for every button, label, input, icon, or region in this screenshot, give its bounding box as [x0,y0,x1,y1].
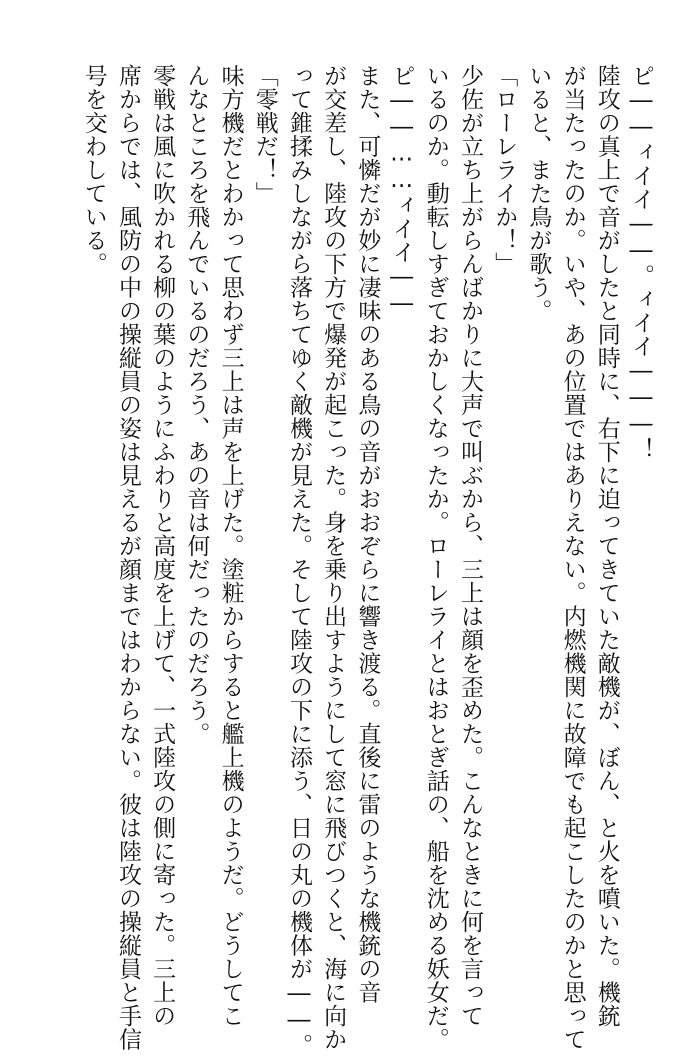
text-line: 少佐が立ち上がらんばかりに大声で叫ぶから、三上は顔を歪めた。こんなときに何を言って [456,64,483,1028]
text-line: が当たったのか。いや、あの位置ではありえない。内燃機関に故障でも起こしたのかと思って [559,64,586,1051]
text-line: いるのか。動転しすぎておかしくなったか。ローレライとはおとぎ話の、船を沈める妖女だ。 [422,64,449,1051]
text-line: 号を交わしている。 [80,64,107,276]
text-line: って錐揉みしながら落ちてゆく敵機が見えた。そして陸攻の下に添う、日の丸の機体が――。 [285,64,312,1057]
text-line: ピ――ィイイ――。ィイイ―――！ [628,64,654,461]
text-line: が交差し、陸攻の下方で爆発が起こった。身を乗り出すようにして窓に飛びつくと、海に向か [320,64,347,1051]
text-line: いると、また鳥が歌う。 [525,64,552,323]
text-line: 「零戦だ！」 [251,64,278,205]
text-line: んなところを飛んでいるのだろう、あの音は何だったのだろう。 [183,64,210,746]
text-line: ピ――……ィイイ―― [388,64,415,317]
text-line: 味方機だとわかって思わず三上は声を上げた。塗粧からすると艦上機のようだ。どうしてこ [217,64,244,1028]
text-line: 陸攻の真上で音がしたと同時に、右下に迫ってきていた敵機が、ぼん、と火を噴いた。機銃 [593,64,620,1028]
text-line: また、可憐だが妙に凄味のある鳥の音がおおぞらに響き渡る。直後に雷のような機銃の音 [354,64,381,1004]
vertical-text-block [77,64,658,1057]
text-line: 「ローレライか！」 [491,64,518,276]
text-line: 席からでは、風防の中の操縦員の姿は見えるが顔まではわからない。彼は陸攻の操縦員と手信 [114,64,141,1051]
text-line: 零戦は風に吹かれる柳の葉のようにふわりと高度を上げて、一式陸攻の側に寄った。三上の [149,64,176,1028]
